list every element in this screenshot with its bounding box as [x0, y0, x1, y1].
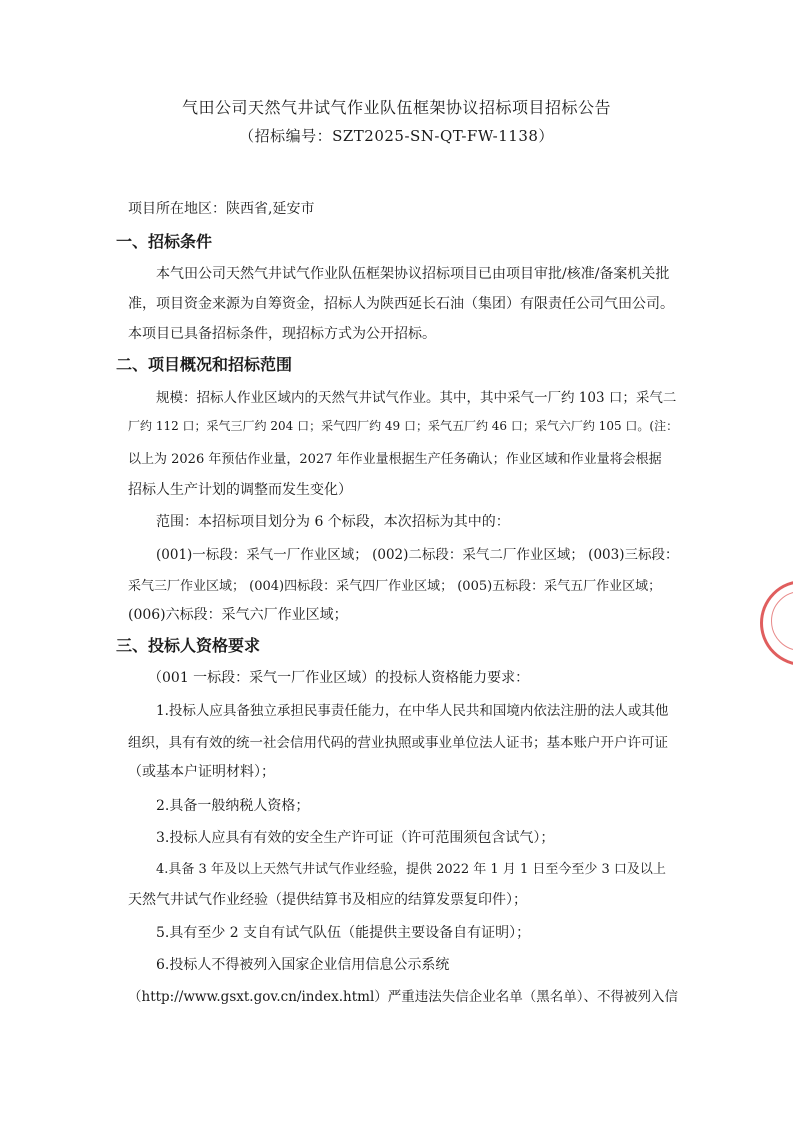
paragraph-line: （http://www.gsxt.gov.cn/index.html）严重违法失信企业名单（黑名单）、不得被列入信 — [128, 989, 679, 1005]
section-heading-1: 一、招标条件 — [116, 232, 213, 251]
official-seal — [760, 580, 793, 666]
paragraph-line: 厂约 112 口；采气三厂约 204 口；采气四厂约 49 口；采气五厂约 46 口；采气六厂约 105 口。(注： — [128, 419, 679, 433]
paragraph-line: 以上为 2026 年预估作业量，2027 年作业量根据生产任务确认；作业区域和作业量将会根据 — [128, 452, 662, 467]
paragraph-line: 规模：招标人作业区域内的天然气井试气作业。其中，其中采气一厂约 103 口；采气二 — [156, 390, 677, 406]
paragraph-line: 招标人生产计划的调整而发生变化） — [128, 482, 352, 498]
paragraph-line: （001 一标段：采气一厂作业区域）的投标人资格能力要求： — [148, 670, 530, 686]
section-heading-2: 二、项目概况和招标范围 — [116, 355, 293, 374]
paragraph-line: 6.投标人不得被列入国家企业信用信息公示系统 — [156, 957, 450, 973]
paragraph-line: （或基本户证明材料）； — [128, 764, 275, 780]
paragraph-line: 3.投标人应具有有效的安全生产许可证（许可范围须包含试气）； — [156, 830, 555, 846]
notice-title: 气田公司天然气井试气作业队伍框架协议招标项目招标公告 — [181, 98, 611, 117]
paragraph-line: 组织，具有有效的统一社会信用代码的营业执照或事业单位法人证书；基本账户开户许可证 — [128, 735, 668, 751]
paragraph-line: 2.具备一般纳税人资格； — [156, 798, 310, 814]
tender-number: （招标编号：SZT2025-SN-QT-FW-1138） — [239, 127, 554, 145]
paragraph-line: (006)六标段：采气六厂作业区域； — [128, 607, 348, 623]
paragraph-line: 本气田公司天然气井试气作业队伍框架协议招标项目已由项目审批/核准/备案机关批 — [156, 266, 670, 282]
paragraph-line: 5.具有至少 2 支自有试气队伍（能提供主要设备自有证明）； — [156, 925, 531, 941]
paragraph-line: 采气三厂作业区域； (004)四标段：采气四厂作业区域； (005)五标段：采气五厂作业区域； — [128, 579, 662, 594]
paragraph-line: 本项目已具备招标条件，现招标方式为公开招标。 — [128, 326, 436, 342]
paragraph-line: 4.具备 3 年及以上天然气井试气作业经验，提供 2022 年 1 月 1 日至今至少 3 口及以上 — [156, 862, 666, 877]
paragraph-line: 范围：本招标项目划分为 6 个标段，本次招标为其中的： — [156, 514, 510, 530]
seal-inner-ring — [771, 591, 793, 651]
paragraph-line: 准，项目资金来源为自筹资金，招标人为陕西延长石油（集团）有限责任公司气田公司。 — [128, 296, 674, 312]
project-location: 项目所在地区：陕西省,延安市 — [128, 201, 315, 217]
paragraph-line: 天然气井试气作业经验（提供结算书及相应的结算发票复印件）； — [128, 892, 527, 908]
paragraph-line: 1.投标人应具备独立承担民事责任能力，在中华人民共和国境内依法注册的法人或其他 — [156, 703, 669, 719]
section-heading-3: 三、投标人资格要求 — [116, 636, 261, 655]
paragraph-line: (001)一标段：采气一厂作业区域； (002)二标段：采气二厂作业区域； (003)三标段： — [156, 547, 679, 563]
